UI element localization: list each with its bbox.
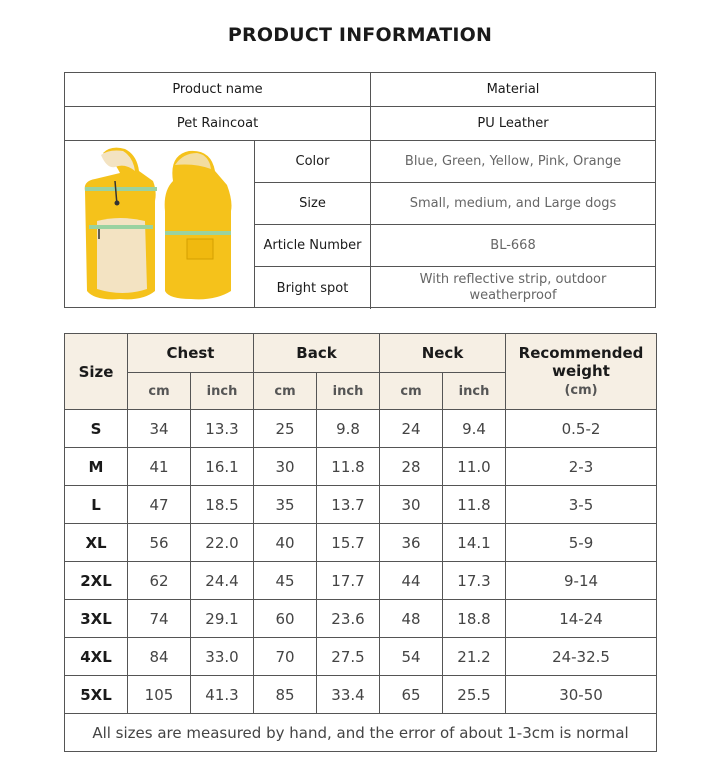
product-photo bbox=[65, 141, 255, 307]
table-row bbox=[65, 676, 657, 714]
chest-inch-header: inch bbox=[191, 373, 254, 410]
size-chart-table bbox=[64, 333, 657, 752]
back-cm-cell: 45 bbox=[254, 562, 317, 600]
chest-cm-header: cm bbox=[128, 373, 191, 410]
table-row bbox=[65, 562, 657, 600]
chest-inch-cell: 22.0 bbox=[191, 524, 254, 562]
spec-value: Small, medium, and Large dogs bbox=[409, 195, 617, 211]
neck-cm-cell: 28 bbox=[380, 448, 443, 486]
info-value-row bbox=[65, 107, 655, 141]
size-cell: XL bbox=[65, 524, 128, 562]
neck-inch-cell: 21.2 bbox=[443, 638, 506, 676]
table-row bbox=[65, 448, 657, 486]
material-value: PU Leather bbox=[477, 116, 549, 131]
back-inch-cell: 11.8 bbox=[317, 448, 380, 486]
weight-cell: 30-50 bbox=[506, 676, 657, 714]
size-cell: 2XL bbox=[65, 562, 128, 600]
spec-label: Bright spot bbox=[255, 267, 371, 309]
size-header: Size bbox=[65, 334, 128, 410]
size-cell: S bbox=[65, 410, 128, 448]
chest-cm-cell: 47 bbox=[128, 486, 191, 524]
table-row bbox=[65, 410, 657, 448]
neck-cm-cell: 24 bbox=[380, 410, 443, 448]
size-cell: 4XL bbox=[65, 638, 128, 676]
table-row bbox=[65, 486, 657, 524]
info-header-row bbox=[65, 73, 655, 107]
neck-inch-header: inch bbox=[443, 373, 506, 410]
weight-cell: 2-3 bbox=[506, 448, 657, 486]
chest-inch-cell: 24.4 bbox=[191, 562, 254, 600]
back-header: Back bbox=[254, 334, 380, 373]
back-cm-cell: 85 bbox=[254, 676, 317, 714]
material-header: Material bbox=[486, 82, 540, 97]
size-cell: 3XL bbox=[65, 600, 128, 638]
back-inch-cell: 27.5 bbox=[317, 638, 380, 676]
product-info-table bbox=[64, 72, 656, 308]
spec-value: With reflective strip, outdoor weatherproof bbox=[419, 272, 607, 303]
measurement-note-row bbox=[65, 714, 657, 752]
back-inch-header: inch bbox=[317, 373, 380, 410]
neck-inch-cell: 25.5 bbox=[443, 676, 506, 714]
spec-row-bright-spot bbox=[255, 267, 655, 309]
neck-cm-cell: 36 bbox=[380, 524, 443, 562]
weight-cell: 9-14 bbox=[506, 562, 657, 600]
weight-cell: 5-9 bbox=[506, 524, 657, 562]
back-inch-cell: 9.8 bbox=[317, 410, 380, 448]
chest-cm-cell: 41 bbox=[128, 448, 191, 486]
back-cm-cell: 70 bbox=[254, 638, 317, 676]
neck-inch-cell: 9.4 bbox=[443, 410, 506, 448]
neck-cm-cell: 44 bbox=[380, 562, 443, 600]
chest-inch-cell: 33.0 bbox=[191, 638, 254, 676]
chest-cm-cell: 84 bbox=[128, 638, 191, 676]
chest-cm-cell: 105 bbox=[128, 676, 191, 714]
neck-cm-cell: 65 bbox=[380, 676, 443, 714]
neck-header: Neck bbox=[380, 334, 506, 373]
spec-label: Size bbox=[255, 183, 371, 224]
table-row bbox=[65, 638, 657, 676]
back-inch-cell: 23.6 bbox=[317, 600, 380, 638]
back-inch-cell: 33.4 bbox=[317, 676, 380, 714]
weight-unit-label: (cm) bbox=[564, 382, 598, 398]
spec-row-size bbox=[255, 183, 655, 225]
spec-value: BL-668 bbox=[490, 237, 536, 253]
recommended-weight-header bbox=[506, 334, 657, 410]
weight-cell: 3-5 bbox=[506, 486, 657, 524]
neck-inch-cell: 14.1 bbox=[443, 524, 506, 562]
table-row bbox=[65, 524, 657, 562]
back-cm-cell: 40 bbox=[254, 524, 317, 562]
product-name-value: Pet Raincoat bbox=[65, 107, 371, 140]
table-row bbox=[65, 600, 657, 638]
neck-cm-cell: 54 bbox=[380, 638, 443, 676]
spec-row-article-number bbox=[255, 225, 655, 267]
weight-cell: 24-32.5 bbox=[506, 638, 657, 676]
chest-cm-cell: 56 bbox=[128, 524, 191, 562]
back-inch-cell: 15.7 bbox=[317, 524, 380, 562]
back-cm-header: cm bbox=[254, 373, 317, 410]
back-cm-cell: 30 bbox=[254, 448, 317, 486]
back-inch-cell: 17.7 bbox=[317, 562, 380, 600]
spec-label: Article Number bbox=[255, 225, 371, 266]
weight-cell: 0.5-2 bbox=[506, 410, 657, 448]
weight-header-label: Recommended weight bbox=[518, 343, 644, 380]
chest-cm-cell: 34 bbox=[128, 410, 191, 448]
chest-cm-cell: 74 bbox=[128, 600, 191, 638]
back-cm-cell: 25 bbox=[254, 410, 317, 448]
chest-inch-cell: 16.1 bbox=[191, 448, 254, 486]
chest-inch-cell: 41.3 bbox=[191, 676, 254, 714]
size-cell: 5XL bbox=[65, 676, 128, 714]
chest-cm-cell: 62 bbox=[128, 562, 191, 600]
measurement-note: All sizes are measured by hand, and the error of about 1-3cm is normal bbox=[65, 714, 657, 752]
back-inch-cell: 13.7 bbox=[317, 486, 380, 524]
back-cm-cell: 60 bbox=[254, 600, 317, 638]
size-cell: M bbox=[65, 448, 128, 486]
raincoat-image bbox=[65, 141, 254, 307]
neck-inch-cell: 17.3 bbox=[443, 562, 506, 600]
chest-inch-cell: 18.5 bbox=[191, 486, 254, 524]
chest-inch-cell: 29.1 bbox=[191, 600, 254, 638]
back-cm-cell: 35 bbox=[254, 486, 317, 524]
neck-cm-cell: 48 bbox=[380, 600, 443, 638]
weight-cell: 14-24 bbox=[506, 600, 657, 638]
chest-header: Chest bbox=[128, 334, 254, 373]
spec-label: Color bbox=[255, 141, 371, 182]
neck-inch-cell: 11.8 bbox=[443, 486, 506, 524]
neck-cm-cell: 30 bbox=[380, 486, 443, 524]
size-cell: L bbox=[65, 486, 128, 524]
spec-row-color bbox=[255, 141, 655, 183]
product-name-header: Product name bbox=[65, 73, 371, 106]
neck-inch-cell: 11.0 bbox=[443, 448, 506, 486]
spec-value: Blue, Green, Yellow, Pink, Orange bbox=[404, 153, 622, 169]
page-title: PRODUCT INFORMATION bbox=[227, 24, 493, 46]
neck-inch-cell: 18.8 bbox=[443, 600, 506, 638]
neck-cm-header: cm bbox=[380, 373, 443, 410]
chest-inch-cell: 13.3 bbox=[191, 410, 254, 448]
